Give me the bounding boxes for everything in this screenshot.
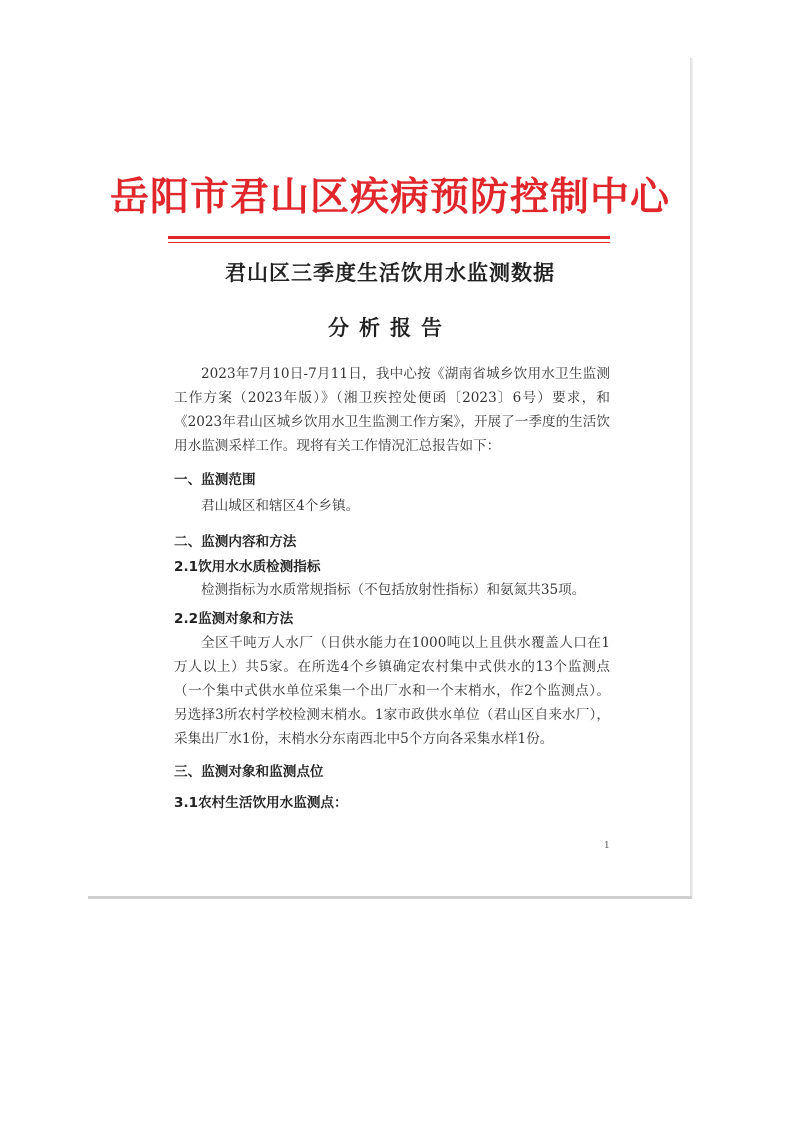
page-number: 1 <box>604 841 610 851</box>
document-page <box>88 58 693 896</box>
page-bottom-edge <box>88 896 692 899</box>
section-2-1-text: 检测指标为水质常规指标（不包括放射性指标）和氨氮共35项。 <box>201 582 586 598</box>
section-2-2-heading: 2.2监测对象和方法 <box>174 611 294 627</box>
section-3-1-heading: 3.1农村生活饮用水监测点： <box>174 795 348 811</box>
section-2-1-heading: 2.1饮用水水质检测指标 <box>174 559 321 575</box>
section-1-text: 君山城区和辖区4个乡镇。 <box>201 498 360 514</box>
intro-paragraph: 2023年7月10日-7月11日，我中心按《湖南省城乡饮用水卫生监测工作方案（2023年版）》（湘卫疾控处便函〔2023〕6号）要求，和《2023年君山区城乡饮用水卫生监测工作方案》，开展了一季度的生活饮用水监测采样工作。现将有关工作情况汇总报告如下： <box>174 366 610 454</box>
document-title-line1: 君山区三季度生活饮用水监测数据 <box>225 261 555 285</box>
organization-header: 岳阳市君山区疾病预防控制中心 <box>109 174 670 220</box>
page-edge-shadow <box>690 58 693 898</box>
section-1-heading: 一、监测范围 <box>174 472 256 488</box>
section-2-heading: 二、监测内容和方法 <box>174 534 297 550</box>
document-title-line2: 分析报告 <box>328 316 452 340</box>
header-red-rule-thin <box>168 242 610 243</box>
section-2-2-text: 全区千吨万人水厂（日供水能力在1000吨以上且供水覆盖人口在1万人以上）共5家。在所选4个乡镇确定农村集中式供水的13个监测点（一个集中式供水单位采集一个出厂水和一个末梢水，作2个监测点）。另选择3所农村学校检测末梢水。1家市政供水单位（君山区自来水厂），采集出厂水1份，末梢水分东南西北中5个方向各采集水样1份。 <box>174 635 610 747</box>
header-red-rule-thick <box>168 236 610 239</box>
section-3-heading: 三、监测对象和监测点位 <box>174 764 324 780</box>
